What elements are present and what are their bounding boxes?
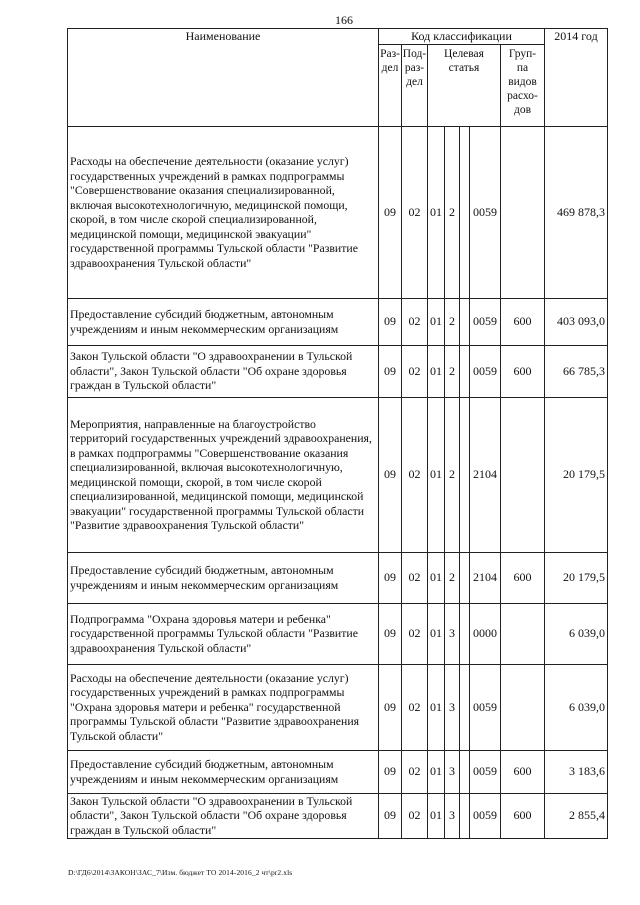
row-target-direction: 0000 bbox=[470, 603, 501, 664]
row-amount: 2 855,4 bbox=[545, 793, 608, 838]
row-name: Предоставление субсидий бюджетным, автономным учреждениям и иным некоммерческим организациям bbox=[68, 552, 379, 603]
row-podrazdel: 02 bbox=[402, 603, 428, 664]
row-name: Подпрограмма "Охрана здоровья матери и ребенка" государственной программы Тульской области "Развитие здравоохранения Тульской области" bbox=[68, 603, 379, 664]
table-row bbox=[68, 793, 608, 838]
row-expense-group bbox=[501, 126, 545, 298]
row-podrazdel: 02 bbox=[402, 750, 428, 793]
row-amount: 20 179,5 bbox=[545, 552, 608, 603]
row-razdel: 09 bbox=[379, 397, 402, 552]
row-expense-group: 600 bbox=[501, 750, 545, 793]
row-target-spacer bbox=[460, 664, 470, 750]
row-podrazdel: 02 bbox=[402, 664, 428, 750]
row-target-spacer bbox=[460, 345, 470, 397]
row-amount: 20 179,5 bbox=[545, 397, 608, 552]
row-amount: 469 878,3 bbox=[545, 126, 608, 298]
row-razdel: 09 bbox=[379, 298, 402, 345]
header-classification: Код классификации bbox=[379, 29, 545, 45]
row-target-subprogram: 3 bbox=[445, 750, 460, 793]
row-target-program: 01 bbox=[428, 664, 445, 750]
row-name: Мероприятия, направленные на благоустройство территорий государственных учреждений здравоохранения, в рамках подпрограммы "Совершенствование оказания специализированной, включая высокотехнологичную, медицинской помощи, скорой, в том числе скорой специализированной, медицинской помощи, медицинской эвакуации" государственной программы Тульской области "Развитие здравоохранения Тульской области" bbox=[68, 397, 379, 552]
row-name: Предоставление субсидий бюджетным, автономным учреждениям и иным некоммерческим организациям bbox=[68, 750, 379, 793]
row-target-subprogram: 2 bbox=[445, 345, 460, 397]
row-target-direction: 0059 bbox=[470, 750, 501, 793]
row-target-subprogram: 2 bbox=[445, 552, 460, 603]
row-amount: 403 093,0 bbox=[545, 298, 608, 345]
table-row bbox=[68, 750, 608, 793]
row-amount: 3 183,6 bbox=[545, 750, 608, 793]
row-target-direction: 0059 bbox=[470, 664, 501, 750]
row-target-direction: 2104 bbox=[470, 397, 501, 552]
header-target-article: Целевая статья bbox=[428, 44, 501, 126]
row-target-spacer bbox=[460, 298, 470, 345]
row-amount: 66 785,3 bbox=[545, 345, 608, 397]
row-target-spacer bbox=[460, 397, 470, 552]
budget-table bbox=[67, 28, 608, 839]
row-target-direction: 0059 bbox=[470, 793, 501, 838]
row-target-program: 01 bbox=[428, 552, 445, 603]
row-target-subprogram: 3 bbox=[445, 603, 460, 664]
header-name: Наименование bbox=[68, 29, 379, 127]
table-row bbox=[68, 298, 608, 345]
row-name: Закон Тульской области "О здравоохранении в Тульской области", Закон Тульской области "Об охране здоровья граждан в Тульской области" bbox=[68, 793, 379, 838]
row-target-program: 01 bbox=[428, 126, 445, 298]
row-podrazdel: 02 bbox=[402, 552, 428, 603]
table-row bbox=[68, 552, 608, 603]
row-target-spacer bbox=[460, 603, 470, 664]
row-target-subprogram: 2 bbox=[445, 397, 460, 552]
row-amount: 6 039,0 bbox=[545, 664, 608, 750]
row-target-spacer bbox=[460, 750, 470, 793]
row-target-direction: 0059 bbox=[470, 345, 501, 397]
table-row bbox=[68, 603, 608, 664]
row-target-program: 01 bbox=[428, 345, 445, 397]
row-target-program: 01 bbox=[428, 750, 445, 793]
row-amount: 6 039,0 bbox=[545, 603, 608, 664]
row-target-subprogram: 2 bbox=[445, 298, 460, 345]
row-expense-group bbox=[501, 397, 545, 552]
row-podrazdel: 02 bbox=[402, 397, 428, 552]
table-row bbox=[68, 126, 608, 298]
row-expense-group: 600 bbox=[501, 345, 545, 397]
row-podrazdel: 02 bbox=[402, 793, 428, 838]
row-podrazdel: 02 bbox=[402, 126, 428, 298]
row-target-subprogram: 3 bbox=[445, 793, 460, 838]
file-path-footer: D:\ГД6\2014\ЗАКОН\ЗАС_7\Изм. бюджет ТО 2014-2016_2 чт\pr2.xls bbox=[68, 868, 293, 877]
row-name: Расходы на обеспечение деятельности (оказание услуг) государственных учреждений в рамках подпрограммы "Охрана здоровья матери и ребенка" государственной программы Тульской области "Развитие здравоохранения Тульской области" bbox=[68, 664, 379, 750]
row-target-direction: 2104 bbox=[470, 552, 501, 603]
row-name: Расходы на обеспечение деятельности (оказание услуг) государственных учреждений в рамках подпрограммы "Совершенствование оказания специализированной, включая высокотехнологичную, медицинской помощи, скорой, в том числе скорой специализированной, медицинской помощи, медицинской эвакуации" государственной программы Тульской области "Развитие здравоохранения Тульской области" bbox=[68, 126, 379, 298]
row-razdel: 09 bbox=[379, 345, 402, 397]
row-expense-group bbox=[501, 603, 545, 664]
row-name: Предоставление субсидий бюджетным, автономным учреждениям и иным некоммерческим организациям bbox=[68, 298, 379, 345]
row-razdel: 09 bbox=[379, 664, 402, 750]
row-razdel: 09 bbox=[379, 750, 402, 793]
row-target-direction: 0059 bbox=[470, 126, 501, 298]
row-expense-group: 600 bbox=[501, 793, 545, 838]
row-expense-group bbox=[501, 664, 545, 750]
row-name: Закон Тульской области "О здравоохранении в Тульской области", Закон Тульской области "Об охране здоровья граждан в Тульской области" bbox=[68, 345, 379, 397]
row-target-program: 01 bbox=[428, 793, 445, 838]
table-row bbox=[68, 397, 608, 552]
row-target-program: 01 bbox=[428, 298, 445, 345]
row-target-spacer bbox=[460, 126, 470, 298]
header-year: 2014 год bbox=[545, 29, 608, 127]
row-podrazdel: 02 bbox=[402, 345, 428, 397]
row-target-program: 01 bbox=[428, 397, 445, 552]
row-podrazdel: 02 bbox=[402, 298, 428, 345]
row-razdel: 09 bbox=[379, 126, 402, 298]
row-expense-group: 600 bbox=[501, 298, 545, 345]
row-target-direction: 0059 bbox=[470, 298, 501, 345]
table-row bbox=[68, 664, 608, 750]
page-number: 166 bbox=[335, 13, 353, 27]
row-razdel: 09 bbox=[379, 793, 402, 838]
table-row bbox=[68, 345, 608, 397]
row-razdel: 09 bbox=[379, 552, 402, 603]
row-target-spacer bbox=[460, 793, 470, 838]
row-target-subprogram: 2 bbox=[445, 126, 460, 298]
header-expense-group: Груп- па видов расхо- дов bbox=[501, 44, 545, 126]
row-target-subprogram: 3 bbox=[445, 664, 460, 750]
header-razdel: Раз- дел bbox=[379, 44, 402, 126]
row-target-spacer bbox=[460, 552, 470, 603]
header-podrazdel: Под- раз- дел bbox=[402, 44, 428, 126]
row-target-program: 01 bbox=[428, 603, 445, 664]
row-razdel: 09 bbox=[379, 603, 402, 664]
row-expense-group: 600 bbox=[501, 552, 545, 603]
